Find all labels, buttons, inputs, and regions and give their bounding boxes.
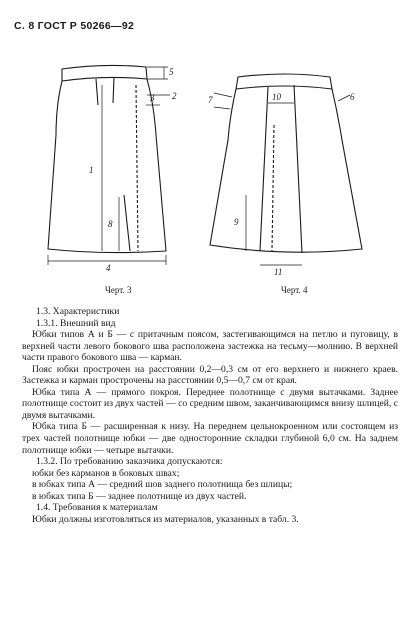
paragraph: Юбка типа А — прямого покроя. Переднее полотнище с двумя вытачками. Заднее полотнище состоит из двух частей — со средним швом, заканчивающимся внизу шлицей, с двумя вытачками. <box>22 386 398 421</box>
section-heading: 1.4. Требования к материалам <box>36 502 158 514</box>
fig3-label-2: 2 <box>172 91 177 101</box>
fig4-label-7: 7 <box>208 95 213 105</box>
fig4-label-6: 6 <box>350 92 355 102</box>
skirt-drawing-type-b <box>190 45 365 285</box>
page-header: С. 8 ГОСТ Р 50266—92 <box>14 20 135 32</box>
fig3-label-3: 3 <box>150 93 155 103</box>
fig4-label-11: 11 <box>274 267 283 277</box>
paragraph: Пояс юбки прострочен на расстоянии 0,2—0,3 см от его верхнего и нижнего краев. Застежка и карман простpочены на расстоянии 0,5—0,7 см от края. <box>22 363 398 387</box>
figure-4-caption: Черт. 4 <box>281 285 308 295</box>
skirt-drawing-type-a <box>34 45 184 285</box>
list-item: юбки без карманов в боковых швах; <box>32 467 180 479</box>
paragraph: Юбки типов А и Б — с притачным поясом, застегивающимся на петлю и пуговицу, в верхней части левого бокового шва расположена застежка на тесьму—молнию. В верхней части правого бокового шва — карман. <box>22 329 398 364</box>
subsection-heading: 1.3.1. Внешний вид <box>36 317 116 329</box>
list-item: в юбках типа Б — заднее полотнище из двух частей. <box>32 490 247 502</box>
list-item: в юбках типа А — средний шов заднего полотнища без шлицы; <box>32 479 293 491</box>
fig4-label-10: 10 <box>272 92 281 102</box>
paragraph: Юбка типа Б — расширенная к низу. На переднем цельнокроенном или состоящем из трех частей полотнище юбки — две односторонние складки глубиной 6,0 см. На заднем полотнище юбки — четыре вытачки. <box>22 421 398 456</box>
fig3-label-1: 1 <box>89 165 94 175</box>
fig3-label-4: 4 <box>106 263 111 273</box>
section-heading: 1.3. Характеристики <box>36 306 120 317</box>
fig3-label-8: 8 <box>108 219 113 229</box>
fig3-label-5: 5 <box>169 67 174 77</box>
body-text <box>22 306 398 525</box>
figure-3-caption: Черт. 3 <box>105 285 132 295</box>
subsection-heading: 1.3.2. По требованию заказчика допускаются: <box>36 456 223 468</box>
fig4-label-9: 9 <box>234 217 239 227</box>
paragraph: Юбки должны изготовляться из материалов, указанных в табл. 3. <box>32 513 299 525</box>
